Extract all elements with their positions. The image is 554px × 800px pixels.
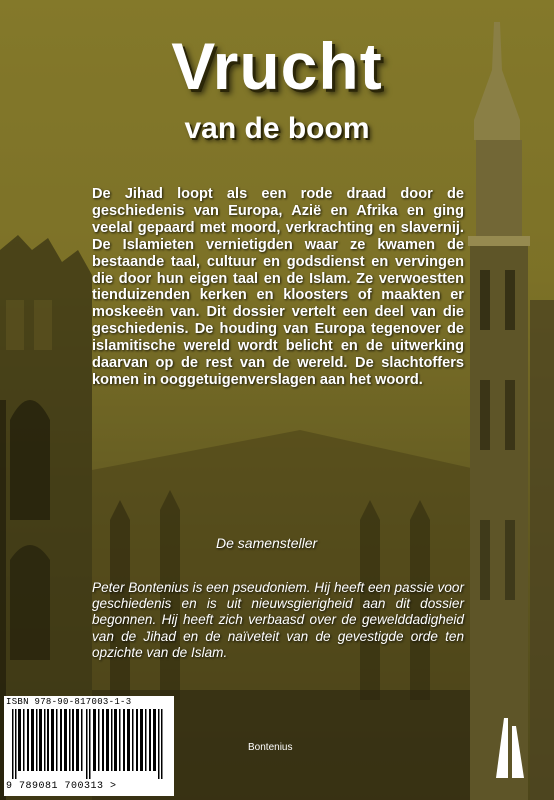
isbn-label: ISBN 978-90-817003-1-3 [6,697,132,707]
isbn-barcode [4,696,174,796]
compiler-signature: De samensteller [216,535,318,551]
cover-subtitle: van de boom [184,112,370,145]
barcode-bars [12,709,168,779]
blurb-paragraph: De Jihad loopt als een rode draad door de geschiedenis van Europa, Azië en Afrika en ging veelal gepaard met moord, verkrachting en slavernij. De Islamieten vernietigden waar ze kwamen de bestaande taal, cultuur en godsdienst en vervingen die door hun eigen taal en de Islam. Ze verwoestten tienduizenden kerken en kloosters of maakten er moskeeën van. Dit dossier vertelt een deel van die geschiedenis. De houding van Europa tegenover de islamitische wereld wordt belicht en de uitwerking daarvan op de rest van de wereld. De slachtoffers komen in ooggetuigenverslagen aan het woord. [92,186,464,388]
publisher-logo-icon [490,716,530,782]
barcode-digits: 9 789081 700313 > [6,781,117,792]
cover-title: Vrucht [171,29,383,103]
publisher-name: Bontenius [248,742,293,753]
author-bio-paragraph: Peter Bontenius is een pseudoniem. Hij heeft een passie voor geschiedenis en is uit nieuwsgierigheid aan dit dossier begonnen. Hij heeft zich verbaasd over de gewelddadigheid van de Jihad en de naïveteit van de gevestigde orde ten opzichte van de Islam. [92,580,464,660]
